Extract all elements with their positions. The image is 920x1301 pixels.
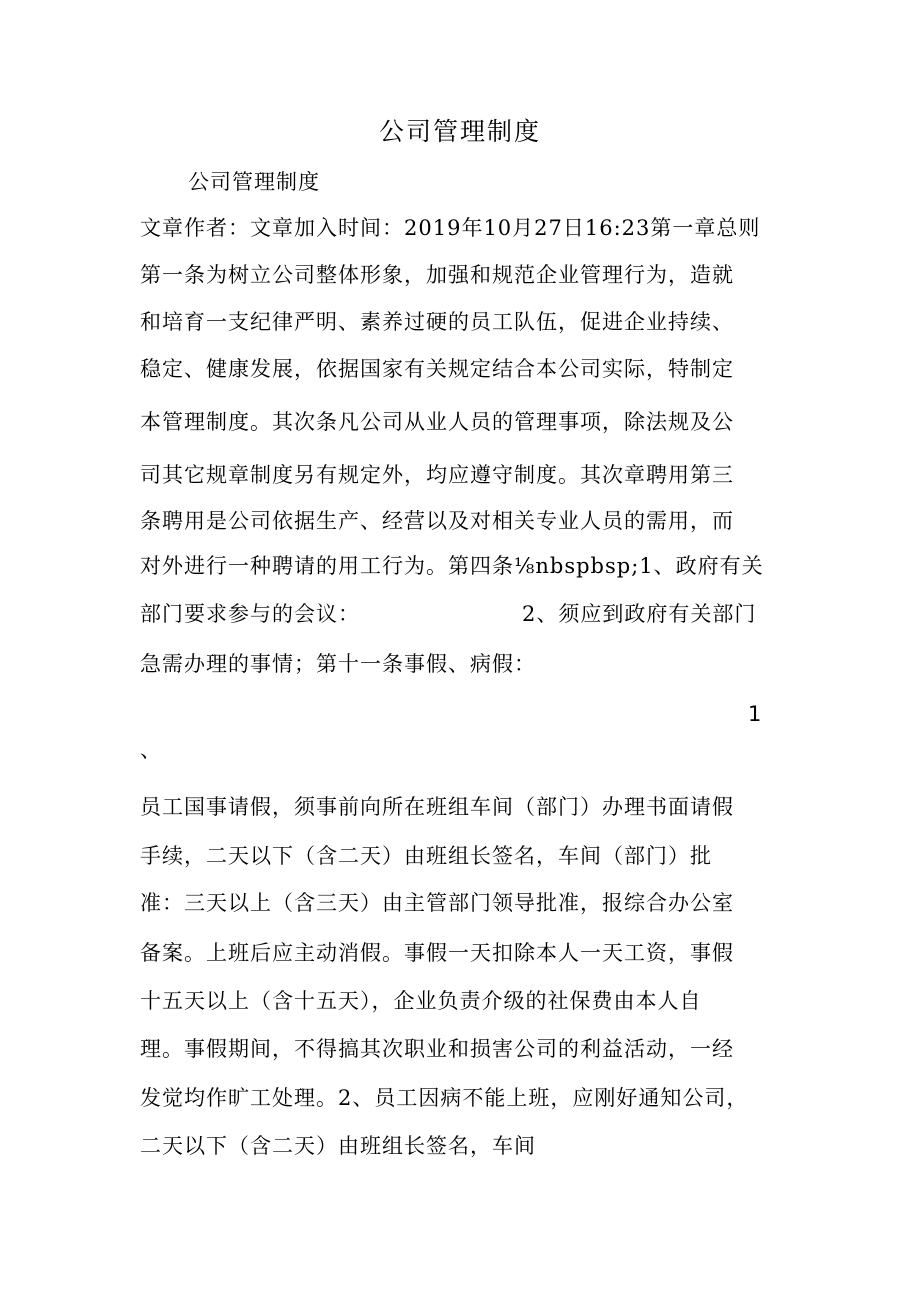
text-line: 和培育一支纪律严明、素养过硬的员工队伍，促进企业持续、	[140, 310, 734, 334]
text-line: 本管理制度。其次条凡公司从业人员的管理事项，除法规及公	[140, 410, 734, 434]
text-line: 条聘用是公司依据生产、经营以及对相关专业人员的需用，而	[140, 509, 734, 533]
text-line: 备案。上班后应主动消假。事假一天扣除本人一天工资，事假	[140, 941, 734, 965]
text-line: 员工国事请假，须事前向所在班组车间（部门）办理书面请假	[140, 795, 734, 819]
text-line: 文章作者：文章加入时间：2019年10月27日16:23第一章总则	[140, 216, 761, 240]
text-line-with-gap	[140, 597, 790, 631]
text-line: 准：三天以上（含三天）由主管部门领导批准，报综合办公室	[140, 891, 734, 915]
text-line: 二天以下（含二天）由班组长签名，车间	[140, 1134, 536, 1158]
text-line: 理。事假期间，不得搞其次职业和损害公司的利益活动，一经	[140, 1037, 734, 1061]
text-line: 司其它规章制度另有规定外，均应遵守制度。其次章聘用第三	[140, 463, 734, 487]
document-subtitle: 公司管理制度	[188, 170, 320, 194]
text-line: 急需办理的事情；第十一条事假、病假：	[140, 652, 536, 676]
text-line: 第一条为树立公司整体形象，加强和规范企业管理行为，造就	[140, 263, 734, 287]
text-segment: 部门要求参与的会议：	[140, 602, 360, 626]
text-line: 手续，二天以下（含二天）由班组长签名，车间（部门）批	[140, 844, 712, 868]
punctuation-mark: 、	[140, 738, 161, 762]
text-segment: 2、须应到政府有关部门	[522, 602, 757, 626]
document-title: 公司管理制度	[378, 117, 541, 146]
text-line: 发觉均作旷工处理。2、员工因病不能上班，应刚好通知公司，	[140, 1086, 749, 1110]
text-line: 稳定、健康发展，依据国家有关规定结合本公司实际，特制定	[140, 357, 734, 381]
text-line: 对外进行一种聘请的用工行为。第四条⅛nbspbsp;1、政府有关	[140, 554, 764, 578]
text-line: 十五天以上（含十五天），企业负责介级的社保费由本人自	[140, 989, 702, 1013]
page-number: 1	[748, 702, 762, 726]
